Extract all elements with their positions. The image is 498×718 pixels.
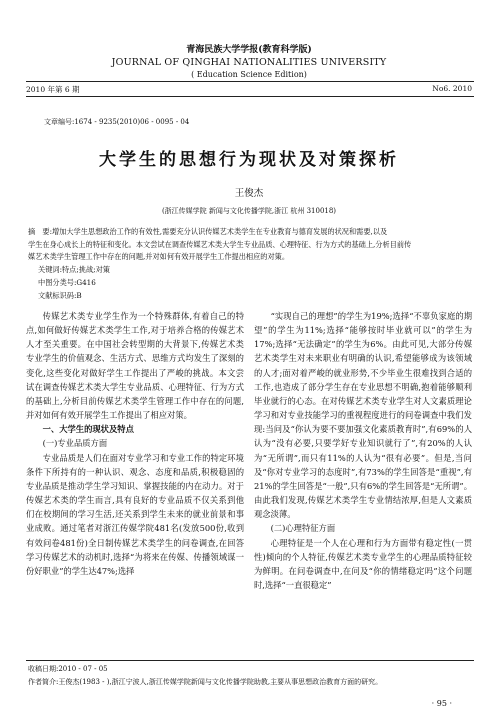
text-line: 庭的期望”的学生为11%;选择“能够按时毕业就可 (254, 311, 472, 336)
issue-label: 2010 年第 6 期 (26, 85, 80, 94)
text-line: 的就业形势,不少毕业生很难找到合适的工作,也造 (254, 367, 473, 392)
footnote-rule (26, 660, 474, 661)
text-line: 问卷调查中我们发现:当问及“你认为要不要加强 (254, 410, 472, 435)
text-line: “实现自己的理想”的学生为19%;选择“不辜负家 (270, 311, 447, 321)
text-line: 学生回答是“无所谓”。由此我们发现,传媒艺术类 (254, 480, 472, 506)
text-line: 期的大背景下,传媒艺术类专业学生的价值观念、生 (26, 339, 244, 364)
text-line: 通过笔者对浙江传媒学院481名(发放500份,收到 (60, 523, 244, 534)
subsection-heading: (二)心理特征方面 (270, 523, 336, 534)
author-affiliation: (浙江传媒学院 新闻与文化传播学院,浙江 杭州 310018) (161, 207, 337, 215)
text-line: 基础上,分析目前传媒艺术类学生管理工作中存在 (34, 395, 216, 406)
text-line: 有效问卷481份)全日制传媒艺术类学生的问卷调 (26, 537, 208, 548)
text-line: 由此可见,大部分传媒艺术类学生对未来职业有明 (254, 339, 472, 364)
text-line: 传媒艺术类大学生专业品质、心理特征、行为方式的 (26, 381, 244, 406)
text-line: 传媒、传播领域谋一份好职业”的学生达47%;选择 (26, 551, 244, 576)
journal-edition: ( Education Science Edition) (191, 70, 307, 79)
body-column-right (254, 309, 472, 592)
article-number: 文章编号:1674 - 9235(2010)06 - 0095 - 04 (44, 118, 190, 126)
author-bio: 作者简介:王俊杰(1983 - ),浙江宁波人,浙江传媒学院新闻与文化传播学院助教,主要从事思想政治教育方面的研究。 (28, 678, 383, 686)
article-author: 王俊杰 (234, 188, 264, 199)
issue-number: No6. 2010 (432, 84, 472, 93)
abstract (28, 226, 472, 264)
text-line: 学生专业情结浓厚,但是人文素质观念淡薄。 (254, 495, 473, 520)
text-line: 活方式、思维方式均发生了深刻的变化,这些变化对 (26, 353, 244, 378)
paragraph (26, 309, 244, 422)
text-line: “重视”,有21%的学生回答是“一般”,只有6%的 (254, 466, 472, 491)
text-line: 性(一贯性)倾向的个人特征,传媒艺术类专业学生 (254, 537, 472, 562)
journal-title-en: JOURNAL OF QINGHAI NATIONALITIES UNIVERSITY (111, 57, 387, 68)
journal-title-cn: 青海民族大学学报(教育科学版) (186, 45, 312, 55)
text-line: 技能的内在动力。对于传媒艺术类的学生而言,具 (26, 480, 244, 506)
body-column-left (26, 309, 244, 578)
text-line: 传媒艺术类专业学生作为一个特殊群体,有着 (42, 311, 210, 321)
clc-number: 中图分类号:G416 (38, 278, 96, 287)
page-number: · 95 · (431, 699, 452, 708)
text-line: 的问题,并对如何有效开展学生工作提出了相应对 (26, 395, 244, 421)
text-line: 心理特征是一个人在心理和行为方面带有稳定 (270, 537, 443, 548)
article-title: 大学生的思想行为现状及对策探析 (99, 150, 399, 170)
text-line: 的心理品质特征较为鲜明。在问卷调查中,在问及 (254, 551, 472, 576)
text-line: 以”的学生为17%;选择“无法确定”的学生为6%。 (254, 325, 472, 350)
text-line: 确的认识,希望能够成为该领域的人才;面对着严峻 (254, 353, 472, 378)
text-line: 养合格的传媒艺术人才至关重要。在中国社会转型 (26, 325, 244, 350)
text-line: 特定环境条件下所持有的一种认识、观念、态度和品 (26, 452, 244, 477)
paragraph (254, 309, 472, 521)
text-line: 质,积极稳固的专业品质是推动学生学习知识、掌握 (26, 466, 244, 491)
text-line: 专业品质是人们在面对专业学习和专业工作的 (42, 452, 211, 463)
text-line: 成了部分学生存在专业思想不明确,抱着能够顺利 (290, 381, 473, 392)
text-line: 策。 (175, 410, 192, 421)
text-line: 素质理论学习和对专业技能学习的重视程度进行的 (254, 395, 472, 421)
paragraph (26, 451, 244, 578)
text-line: 自己的特点,如何做好传媒艺术类学生工作,对于培 (26, 311, 244, 336)
text-line: 毕业就行的心态。在对传媒艺术类专业学生对人文 (254, 395, 439, 406)
received-date: 收稿日期:2010 - 07 - 05 (28, 665, 108, 673)
header-rule-bottom (26, 96, 474, 97)
text-line: 及“你对专业学习的态度时”,有73%的学生回答是 (254, 466, 436, 477)
paragraph (254, 536, 472, 593)
text-line: 做好学生工作提出了严峻的挑战。本文尝试在调查 (26, 367, 244, 392)
abstract-line: 摘 要:增加大学生思想政治工作的有效性,需要充分认识传媒艺术类学生在专业教育与德育发展的状况和需要,以及 (28, 227, 388, 236)
header-rule-top (26, 81, 474, 82)
text-line: 要学好专业知识就行了”,有20%的人认为“无所 (254, 438, 472, 463)
text-line: 生活,还关系到学生未来的就业前景和事业成败。 (26, 509, 244, 534)
subsection-heading: (一)专业品质方面 (42, 438, 108, 449)
text-line: 谓”,而只有11%的人认为“很有必要”。但是,当问 (284, 452, 472, 463)
text-line: 查,在回答学习传媒艺术的动机时,选择“为将来在 (26, 537, 244, 562)
abstract-line: 学生在身心成长上的特征和变化。本文尝试在调查传媒艺术类大学生专业品质、心理特征、行为方式的基础上,分析目前传 (28, 239, 412, 249)
text-line: “你的情绪稳定吗”这个问题时,选择“一直很稳定” (254, 565, 472, 590)
text-line: 有良好的专业品质不仅关系到他们在校期间的学习 (26, 495, 244, 520)
text-line: 文化素质教育时”,有69%的人认为“没有必要,只 (254, 424, 472, 449)
section-heading: 一、大学生的现状及特点 (42, 424, 134, 435)
abstract-line: 媒艺术类学生管理工作中存在的问题,并对如何有效开展学生工作提出相应的对策。 (28, 252, 290, 261)
keywords: 关键词:特点;挑战;对策 (38, 265, 110, 274)
document-code: 文献标识码:B (38, 291, 82, 300)
